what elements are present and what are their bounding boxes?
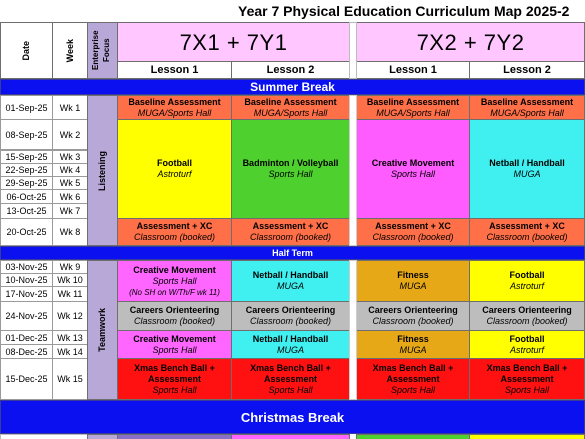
- summer-break-band: [0, 79, 585, 95]
- lesson-cell[interactable]: [117, 218, 232, 246]
- focus-teamwork: [87, 260, 118, 400]
- column-gap: [349, 22, 357, 79]
- date-cell: 01-Sep-25: [0, 95, 53, 120]
- lesson-venue: MUGA/Sports Hall: [376, 107, 450, 118]
- week-cell: Wk 7: [52, 203, 88, 219]
- lesson-cell[interactable]: [117, 119, 232, 219]
- next-row-stub: [356, 434, 470, 439]
- lesson-venue: Astroturf: [157, 169, 192, 179]
- lesson-title: Creative Movement: [371, 158, 455, 168]
- lesson-venue: MUGA: [399, 281, 427, 291]
- lesson-cell[interactable]: [469, 95, 585, 120]
- lesson-title: Creative Movement: [133, 264, 216, 275]
- lesson-title: Assessment + XC: [375, 221, 451, 231]
- g2-lesson1-header: [356, 61, 470, 79]
- lesson-title: Baseline Assessment: [244, 96, 337, 107]
- lesson-cell[interactable]: [469, 358, 585, 400]
- lesson-title: Baseline Assessment: [128, 96, 221, 107]
- lesson-title: Xmas Bench Ball + Assessment: [486, 362, 568, 384]
- date-cell: 22-Sep-25: [0, 163, 53, 177]
- week-cell: Wk 11: [52, 286, 88, 302]
- lesson-title: Assessment + XC: [252, 221, 329, 231]
- date-cell: 20-Oct-25: [0, 218, 53, 246]
- lesson-title: Careers Orienteering: [368, 305, 458, 315]
- half-term-label: Half Term: [272, 248, 313, 258]
- lesson-venue: Classroom (booked): [486, 316, 568, 326]
- lesson-cell[interactable]: [231, 218, 350, 246]
- next-row-stub: [0, 434, 88, 439]
- week-header: [52, 22, 88, 79]
- lesson-venue: MUGA: [277, 344, 304, 355]
- page-title: Year 7 Physical Education Curriculum Map 2025-2: [238, 3, 570, 19]
- lesson-venue: Sports Hall: [390, 169, 435, 179]
- lesson-cell[interactable]: [356, 119, 470, 219]
- lesson-cell[interactable]: [469, 301, 585, 331]
- focus-listening-label: Listening: [97, 150, 107, 191]
- lesson-title: Baseline Assessment: [366, 96, 460, 107]
- lesson-title: Creative Movement: [133, 333, 216, 344]
- lesson-venue: MUGA: [399, 344, 427, 355]
- lesson-venue: Sports Hall: [390, 384, 435, 395]
- week-cell: Wk 4: [52, 163, 88, 177]
- lesson-venue: Classroom (booked): [133, 232, 216, 242]
- lesson-cell[interactable]: [117, 358, 232, 400]
- summer-break-label: Summer Break: [250, 80, 335, 94]
- lesson-venue: Classroom (booked): [372, 316, 454, 326]
- lesson-cell[interactable]: [231, 358, 350, 400]
- date-cell: 03-Nov-25: [0, 260, 53, 274]
- lesson-cell[interactable]: [469, 260, 585, 302]
- enterprise-header-label: Enterprise Focus: [90, 30, 111, 71]
- lesson-cell[interactable]: [117, 301, 232, 331]
- group2-header: [356, 22, 585, 62]
- week-cell: Wk 14: [52, 344, 88, 359]
- lesson-title: Netball / Handball: [252, 270, 329, 280]
- lesson-venue: MUGA/Sports Hall: [490, 107, 564, 118]
- lesson-cell[interactable]: [117, 95, 232, 120]
- week-cell: Wk 6: [52, 189, 88, 204]
- lesson-cell[interactable]: [231, 260, 350, 302]
- week-cell: Wk 8: [52, 218, 88, 246]
- week-cell: Wk 10: [52, 273, 88, 287]
- next-row-stub: [87, 434, 118, 439]
- week-cell: Wk 5: [52, 176, 88, 190]
- date-cell: 01-Dec-25: [0, 330, 53, 345]
- g2-lesson2-header: [469, 61, 585, 79]
- lesson-cell[interactable]: [469, 330, 585, 359]
- lesson-title: Baseline Assessment: [480, 96, 574, 107]
- date-cell: 08-Sep-25: [0, 119, 53, 150]
- half-term-band: [0, 246, 585, 260]
- lesson-cell[interactable]: [356, 218, 470, 246]
- enterprise-header: [87, 22, 118, 79]
- lesson-venue: MUGA: [513, 169, 541, 179]
- lesson-title: Careers Orienteering: [129, 305, 220, 315]
- group2-label: 7X2 + 7Y2: [416, 29, 525, 55]
- lesson-title: Netball / Handball: [252, 333, 329, 344]
- date-cell: 13-Oct-25: [0, 203, 53, 219]
- christmas-break-band: [0, 400, 585, 434]
- lesson-title: Football: [509, 270, 545, 280]
- week-cell: Wk 9: [52, 260, 88, 274]
- christmas-break-label: Christmas Break: [240, 409, 345, 425]
- date-cell: 06-Oct-25: [0, 189, 53, 204]
- lesson-cell[interactable]: [231, 330, 350, 359]
- date-header-label: Date: [21, 40, 31, 61]
- group1-header: [117, 22, 350, 62]
- lesson-venue: Sports Hall: [268, 169, 313, 179]
- lesson-cell[interactable]: [356, 330, 470, 359]
- lesson-venue: Sports Hall: [152, 275, 197, 286]
- next-row-stub: [117, 434, 232, 439]
- g2-lesson2-label: Lesson 2: [503, 63, 551, 76]
- week-cell: Wk 13: [52, 330, 88, 345]
- lesson-title: Football: [157, 158, 192, 168]
- date-cell: 24-Nov-25: [0, 301, 53, 331]
- lesson-cell[interactable]: [356, 301, 470, 331]
- lesson-title: Fitness: [397, 333, 429, 344]
- lesson-title: Xmas Bench Ball + Assessment: [250, 362, 331, 384]
- next-row-stub: [231, 434, 350, 439]
- focus-teamwork-label: Teamwork: [97, 308, 107, 352]
- lesson-title: Careers Orienteering: [245, 305, 336, 315]
- lesson-venue: Astroturf: [509, 344, 544, 355]
- g1-lesson1-header: [117, 61, 232, 79]
- lesson-title: Careers Orienteering: [482, 305, 572, 315]
- lesson-venue: Sports Hall: [268, 384, 313, 395]
- date-cell: 08-Dec-25: [0, 344, 53, 359]
- date-cell: 10-Nov-25: [0, 273, 53, 287]
- group1-label: 7X1 + 7Y1: [179, 29, 288, 55]
- week-header-label: Week: [64, 38, 75, 63]
- date-cell: 15-Sep-25: [0, 150, 53, 164]
- lesson-venue: MUGA/Sports Hall: [137, 107, 212, 118]
- lesson-title: Football: [509, 333, 545, 344]
- lesson-title: Xmas Bench Ball + Assessment: [134, 362, 215, 384]
- g2-lesson1-label: Lesson 1: [389, 63, 437, 76]
- lesson-venue: Sports Hall: [152, 344, 197, 355]
- lesson-venue: Astroturf: [509, 281, 544, 291]
- lesson-cell[interactable]: [356, 358, 470, 400]
- lesson-venue: Classroom (booked): [249, 232, 332, 242]
- lesson-venue: MUGA: [277, 281, 304, 291]
- week-cell: Wk 2: [52, 119, 88, 150]
- lesson-cell[interactable]: [117, 260, 232, 302]
- lesson-note: (No SH on W/Th/F wk 11): [129, 287, 220, 297]
- week-cell: Wk 3: [52, 150, 88, 164]
- lesson-cell[interactable]: [356, 95, 470, 120]
- lesson-venue: Classroom (booked): [372, 232, 454, 242]
- next-row-stub: [469, 434, 585, 439]
- column-gap: [349, 95, 357, 246]
- lesson-title: Assessment + XC: [136, 221, 213, 231]
- lesson-cell[interactable]: [231, 119, 350, 219]
- lesson-title: Badminton / Volleyball: [242, 158, 339, 168]
- lesson-venue: Classroom (booked): [249, 316, 332, 326]
- lesson-title: Netball / Handball: [489, 158, 565, 168]
- lesson-title: Xmas Bench Ball + Assessment: [372, 362, 454, 384]
- focus-listening: [87, 95, 118, 246]
- lesson-venue: Sports Hall: [152, 384, 197, 395]
- lesson-venue: Classroom (booked): [486, 232, 568, 242]
- date-header: [0, 22, 53, 79]
- g1-lesson2-label: Lesson 2: [266, 63, 315, 76]
- date-cell: 15-Dec-25: [0, 358, 53, 400]
- lesson-venue: MUGA/Sports Hall: [253, 107, 328, 118]
- lesson-cell[interactable]: [469, 218, 585, 246]
- date-cell: 29-Sep-25: [0, 176, 53, 190]
- lesson-venue: Classroom (booked): [133, 316, 216, 326]
- column-gap: [349, 260, 357, 400]
- lesson-title: Assessment + XC: [489, 221, 565, 231]
- week-cell: Wk 12: [52, 301, 88, 331]
- lesson-title: Fitness: [397, 270, 429, 280]
- lesson-cell[interactable]: [231, 301, 350, 331]
- lesson-cell[interactable]: [117, 330, 232, 359]
- g1-lesson2-header: [231, 61, 350, 79]
- g1-lesson1-label: Lesson 1: [150, 63, 199, 76]
- date-cell: 17-Nov-25: [0, 286, 53, 302]
- lesson-cell[interactable]: [231, 95, 350, 120]
- lesson-cell[interactable]: [356, 260, 470, 302]
- week-cell: Wk 15: [52, 358, 88, 400]
- week-cell: Wk 1: [52, 95, 88, 120]
- lesson-cell[interactable]: [469, 119, 585, 219]
- lesson-venue: Sports Hall: [504, 384, 549, 395]
